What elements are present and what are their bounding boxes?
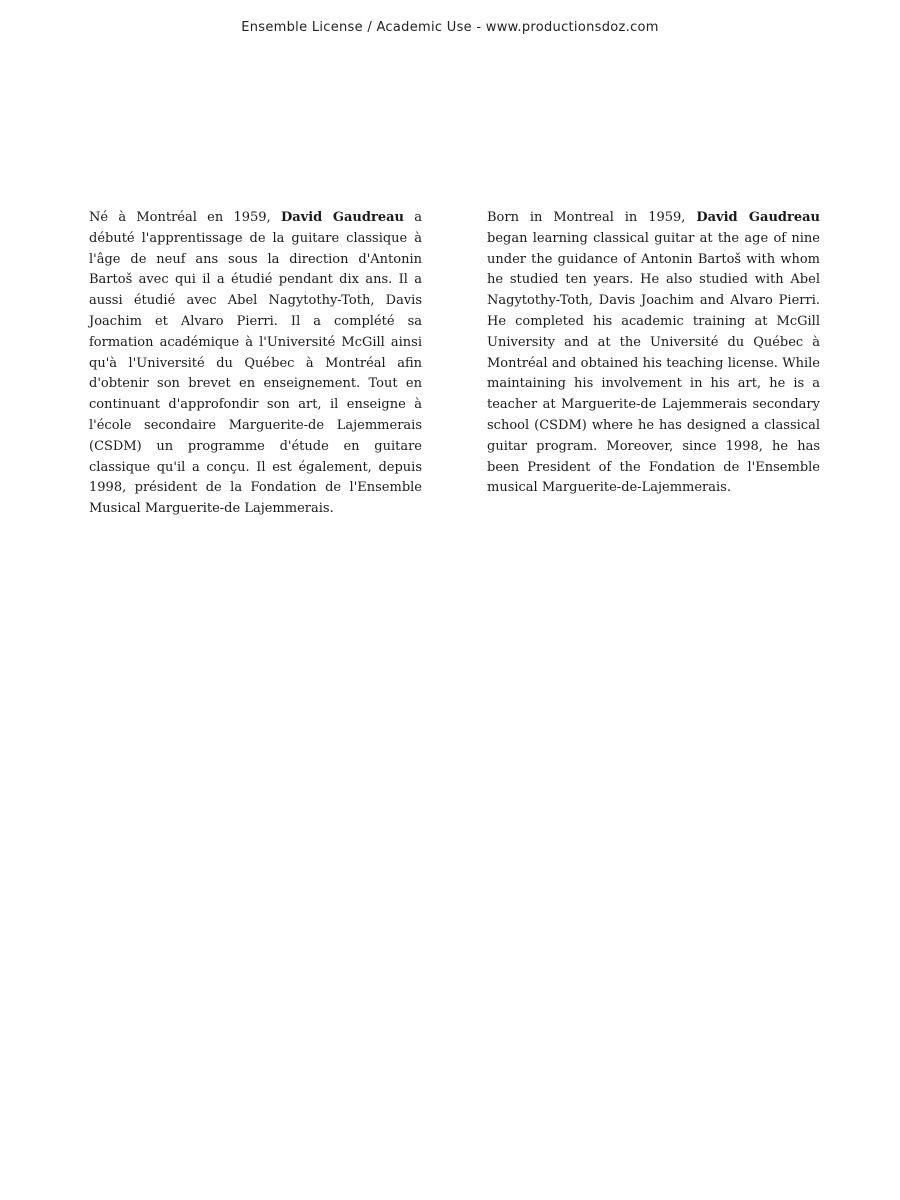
biography-french bbox=[89, 208, 422, 520]
bio-en-intro: Born in Montreal in 1959, bbox=[487, 210, 697, 225]
bio-en-name: David Gaudreau bbox=[696, 210, 820, 225]
biography-english bbox=[487, 208, 820, 499]
license-header: Ensemble License / Academic Use - www.productionsdoz.com bbox=[241, 20, 659, 35]
bio-fr-body: a débuté l'apprentissage de la guitare classique à l'âge de neuf ans sous la direction d'Antonin Bartoš avec qui il a étudié pendant dix ans. Il a aussi étudié avec Abel Nagytothy-Toth, Davis Joachim et Alvaro Pierri. Il a complété sa formation académique à l'Université McGill ainsi qu'à l'Université du Québec à Montréal afin d'obtenir son brevet en enseignement. Tout en continuant d'approfondir son art, il enseigne à l'école secondaire Marguerite-de Lajemmerais (CSDM) un programme d'étude en guitare classique qu'il a conçu. Il est également, depuis 1998, président de la Fondation de l'Ensemble Musical Marguerite-de Lajemmerais. bbox=[89, 210, 422, 517]
bio-fr-name: David Gaudreau bbox=[280, 210, 404, 225]
bio-fr-intro: Né à Montréal en 1959, bbox=[89, 210, 281, 225]
bio-en-body: began learning classical guitar at the age of nine under the guidance of Antonin Bartoš with whom he studied ten years. He also studied with Abel Nagytothy-Toth, Davis Joachim and Alvaro Pierri. He completed his academic training at McGill University and at the Université du Québec à Montréal and obtained his teaching license. While maintaining his involvement in his art, he is a teacher at Marguerite-de Lajemmerais secondary school (CSDM) where he has designed a classical guitar program. Moreover, since 1998, he has been President of the Fondation de l'Ensemble musical Marguerite-de-Lajemmerais. bbox=[487, 230, 820, 496]
